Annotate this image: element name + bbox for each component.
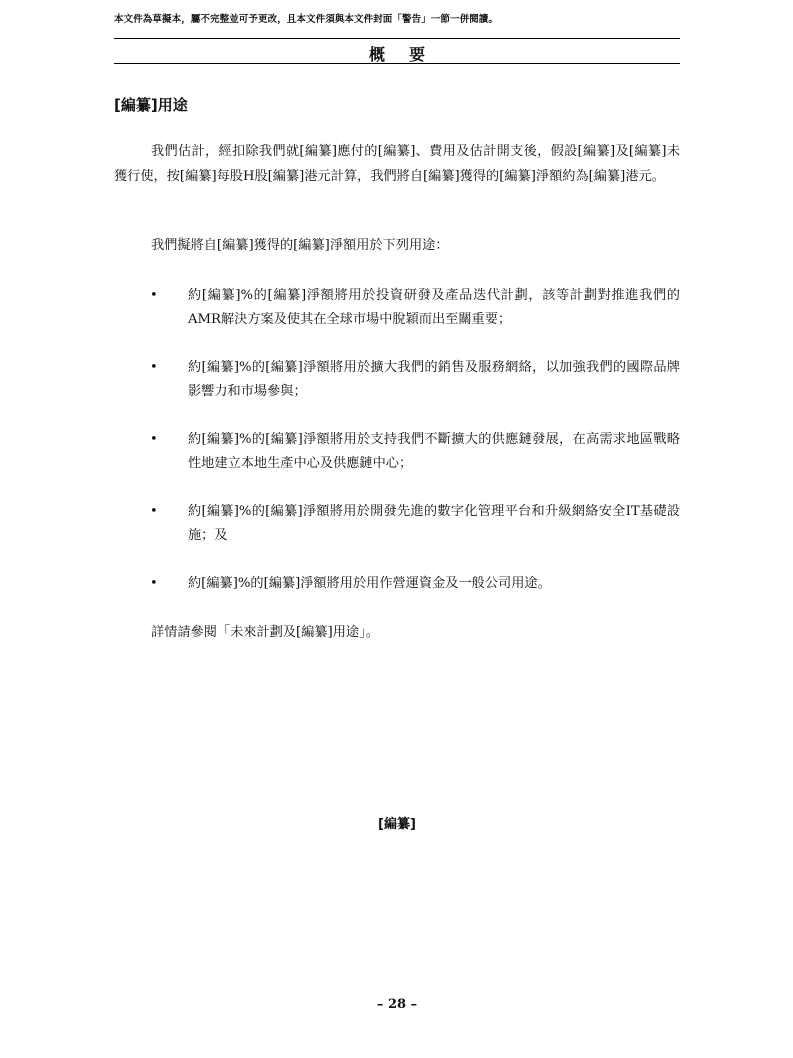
page-number: – 28 – [376,997,418,1012]
list-item [114,500,680,548]
list-item-text: 約[編纂]%的[編纂]淨額將用於投資研發及產品迭代計劃，該等計劃對推進我們的AMR解決方案及使其在全球市場中脫穎而出至關重要； [188,288,680,327]
use-of-proceeds-list [114,284,680,620]
page-title: 概要 [368,45,449,64]
section-heading: [編纂]用途 [114,96,188,114]
list-item-text: 約[編纂]%的[編纂]淨額將用於開發先進的數字化管理平台和升級網絡安全IT基礎設施；及 [188,504,680,543]
paragraph-reference: 詳情請參閱「未來計劃及[編纂]用途」。 [151,625,379,640]
list-item-text: 約[編纂]%的[編纂]淨額將用於用作營運資金及一般公司用途。 [188,576,551,591]
list-item [114,356,680,404]
bullet-icon: • [150,432,158,447]
list-item [114,428,680,476]
paragraph-estimate: 我們估計，經扣除我們就[編纂]應付的[編纂]、費用及估計開支後，假設[編纂]及[編纂]未獲行使，按[編纂]每股H股[編纂]港元計算，我們將自[編纂]獲得的[編纂]淨額約為[編纂]港元。 [114,144,680,184]
list-item [114,284,680,332]
header-bottom-rule [114,63,680,64]
header-top-rule [114,38,680,39]
bullet-icon: • [150,288,158,303]
draft-notice: 本文件為草擬本，屬不完整並可予更改，且本文件須與本文件封面「警告」一節一併閱讀。 [114,14,499,25]
list-item [114,572,680,596]
paragraph-intended-use: 我們擬將自[編纂]獲得的[編纂]淨額用於下列用途： [151,238,449,253]
list-item-text: 約[編纂]%的[編纂]淨額將用於支持我們不斷擴大的供應鏈發展，在高需求地區戰略性地建立本地生產中心及供應鏈中心； [188,432,680,471]
bullet-icon: • [150,360,158,375]
bullet-icon: • [150,576,158,591]
redaction-mark: [編纂] [378,817,416,832]
list-item-text: 約[編纂]%的[編纂]淨額將用於擴大我們的銷售及服務網絡，以加強我們的國際品牌影響力和市場參與； [188,360,680,399]
bullet-icon: • [150,504,158,519]
